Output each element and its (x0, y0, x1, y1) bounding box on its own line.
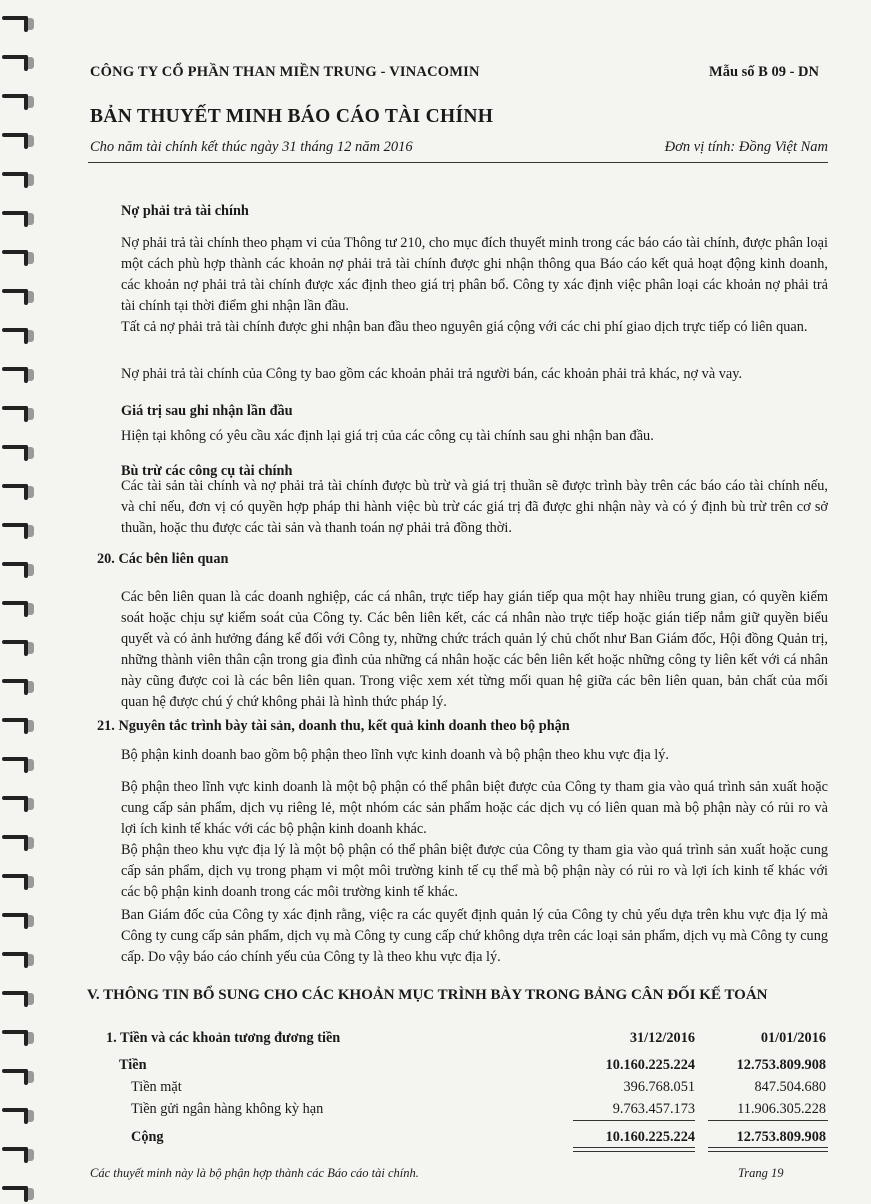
offset-paragraph: Các tài sản tài chính và nợ phải trả tài chính được bù trừ và giá trị thuần sẽ được trình bày trên các báo cáo tài chính nếu, và chỉ nếu, đơn vị có quyền hợp pháp thi hành việc bù trừ các giá trị đã được ghi nhận này và có ý định bù trừ trên cơ sở thuần, hoặc thu được các tài sản và thanh toán nợ phải trả đồng thời. (121, 478, 828, 536)
subsequent-heading: Giá trị sau ghi nhận lần đầu (121, 403, 293, 419)
row-label: Cộng (131, 1129, 164, 1145)
form-number: Mẫu số B 09 - DN (709, 64, 819, 80)
binding-ring (2, 753, 34, 775)
spiral-binding (0, 0, 44, 1200)
column-header-31-12-2016: 31/12/2016 (629, 1030, 695, 1046)
section-21-paragraph-4: Ban Giám đốc của Công ty xác định rằng, việc ra các quyết định quản lý của Công ty chủ yếu dựa trên khu vực địa lý mà Công ty cung cấp sản phẩm, dịch vụ mà Công ty cung cấp chứ không dựa trên các loại sản phẩm, dịch vụ mà Công ty cung cấp. Do vậy báo cáo chính yếu của Công ty là theo khu vực địa lý. (121, 907, 828, 965)
section-21-paragraph-1: Bộ phận kinh doanh bao gồm bộ phận theo lĩnh vực kinh doanh và bộ phận theo khu vực địa lý. (121, 747, 669, 763)
section-20-paragraph: Các bên liên quan là các doanh nghiệp, các cá nhân, trực tiếp hay gián tiếp qua một hay nhiều trung gian, có quyền kiểm soát hoặc chịu sự kiểm soát của Công ty. Các bên liên kết, các cá nhân nào trực tiếp hoặc gián tiếp nắm giữ quyền biểu quyết và có ảnh hưởng đáng kể đối với Công ty, những chức trách quản lý chủ chốt như Ban Giám đốc, Hội đồng Quản trị, những thành viên thân cận trong gia đình của những cá nhân hoặc các bên liên kết hoặc những công ty liên kết với cá nhân này cũng được coi là các bên liên quan. Trong việc xem xét từng mối quan hệ giữa các bên liên quan, bản chất của mối quan hệ được chú ý chứ không phải là hình thức pháp lý. (121, 589, 828, 710)
binding-ring (2, 51, 34, 73)
currency-unit: Đơn vị tính: Đồng Việt Nam (664, 139, 828, 155)
period-subtitle: Cho năm tài chính kết thúc ngày 31 tháng 12 năm 2016 (90, 139, 413, 155)
binding-ring (2, 441, 34, 463)
liabilities-heading: Nợ phải trả tài chính (121, 203, 249, 219)
section-v-heading: V. THÔNG TIN BỔ SUNG CHO CÁC KHOẢN MỤC TRÌNH BÀY TRONG BẢNG CÂN ĐỐI KẾ TOÁN (87, 987, 768, 1003)
subtotal-rule-col2 (708, 1120, 828, 1121)
section-20-heading: 20. Các bên liên quan (97, 551, 229, 567)
binding-ring (2, 714, 34, 736)
document-title: BẢN THUYẾT MINH BÁO CÁO TÀI CHÍNH (90, 106, 494, 127)
binding-ring (2, 246, 34, 268)
liabilities-paragraph-1: Nợ phải trả tài chính theo phạm vi của Thông tư 210, cho mục đích thuyết minh trong các báo cáo tài chính, được phân loại một cách phù hợp thành các khoản nợ phải trả tài chính được ghi nhận thông qua Báo cáo kết quả hoạt động kinh doanh, các khoản nợ phải trả tài chính được xác định theo giá trị phân bổ. Công ty xác định việc phân loại các khoản nợ phải trả tài chính tại thời điểm ghi nhận lần đầu. (121, 235, 828, 314)
row-value-2016-start: 12.753.809.908 (736, 1057, 826, 1073)
liabilities-paragraph-2: Tất cả nợ phải trả tài chính được ghi nhận ban đầu theo nguyên giá cộng với các chi phí giao dịch trực tiếp có liên quan. (121, 319, 808, 335)
liabilities-paragraph-3: Nợ phải trả tài chính của Công ty bao gồm các khoản phải trả người bán, các khoản phải trả khác, nợ và vay. (121, 366, 743, 382)
row-value-2016-start: 847.504.680 (754, 1079, 826, 1095)
section-21-paragraph-2: Bộ phận theo lĩnh vực kinh doanh là một bộ phận có thể phân biệt được của Công ty tham gia vào quá trình sản xuất hoặc cung cấp sản phẩm, dịch vụ riêng lẻ, một nhóm các sản phẩm hoặc các dịch vụ có liên quan mà bộ phận này có rủi ro và lợi ích kinh tế khác với các bộ phận kinh doanh khác. (121, 779, 828, 837)
binding-ring (2, 129, 34, 151)
binding-ring (2, 909, 34, 931)
total-double-rule-col1 (573, 1147, 695, 1152)
subsequent-paragraph: Hiện tại không có yêu cầu xác định lại giá trị của các công cụ tài chính sau ghi nhận ban đầu. (121, 428, 654, 444)
row-label: Tiền (119, 1057, 147, 1073)
binding-ring (2, 363, 34, 385)
binding-ring (2, 1104, 34, 1126)
row-value-2016-end: 9.763.457.173 (612, 1101, 695, 1117)
offset-heading: Bù trừ các công cụ tài chính (121, 463, 293, 479)
binding-ring (2, 792, 34, 814)
header-rule (88, 162, 828, 163)
row-label: Tiền gửi ngân hàng không kỳ hạn (131, 1101, 324, 1117)
column-header-01-01-2016: 01/01/2016 (760, 1030, 826, 1046)
row-label: Tiền mặt (131, 1079, 182, 1095)
company-name: CÔNG TY CỔ PHẦN THAN MIỀN TRUNG - VINACOMIN (90, 64, 480, 80)
binding-ring (2, 948, 34, 970)
binding-ring (2, 90, 34, 112)
binding-ring (2, 1143, 34, 1165)
row-value-2016-end: 396.768.051 (623, 1079, 695, 1095)
binding-ring (2, 519, 34, 541)
subtotal-rule-col1 (573, 1120, 695, 1121)
binding-ring (2, 402, 34, 424)
binding-ring (2, 1065, 34, 1087)
binding-ring (2, 558, 34, 580)
total-double-rule-col2 (708, 1147, 828, 1152)
binding-ring (2, 987, 34, 1009)
row-value-2016-end: 10.160.225.224 (605, 1129, 695, 1145)
binding-ring (2, 636, 34, 658)
binding-ring (2, 207, 34, 229)
binding-ring (2, 12, 34, 34)
binding-ring (2, 480, 34, 502)
section-21-heading: 21. Nguyên tắc trình bày tài sản, doanh thu, kết quả kinh doanh theo bộ phận (97, 718, 570, 734)
footer-note: Các thuyết minh này là bộ phận hợp thành các Báo cáo tài chính. (90, 1166, 419, 1180)
row-value-2016-start: 12.753.809.908 (736, 1129, 826, 1145)
cash-table-heading: 1. Tiền và các khoản tương đương tiền (106, 1030, 341, 1046)
binding-ring (2, 831, 34, 853)
binding-ring (2, 675, 34, 697)
section-21-paragraph-3: Bộ phận theo khu vực địa lý là một bộ phận có thể phân biệt được của Công ty tham gia vào quá trình sản xuất hoặc cung cấp sản phẩm, dịch vụ trong phạm vi một môi trường kinh tế cụ thể mà bộ phận này có rủi ro và lợi ích kinh tế khác với các bộ phận kinh doanh trong các môi trường kinh tế khác. (121, 842, 828, 900)
page-number: Trang 19 (738, 1166, 784, 1180)
binding-ring (2, 597, 34, 619)
row-value-2016-end: 10.160.225.224 (605, 1057, 695, 1073)
row-value-2016-start: 11.906.305.228 (737, 1101, 826, 1117)
binding-ring (2, 285, 34, 307)
binding-ring (2, 870, 34, 892)
binding-ring (2, 1182, 34, 1204)
binding-ring (2, 324, 34, 346)
binding-ring (2, 168, 34, 190)
binding-ring (2, 1026, 34, 1048)
